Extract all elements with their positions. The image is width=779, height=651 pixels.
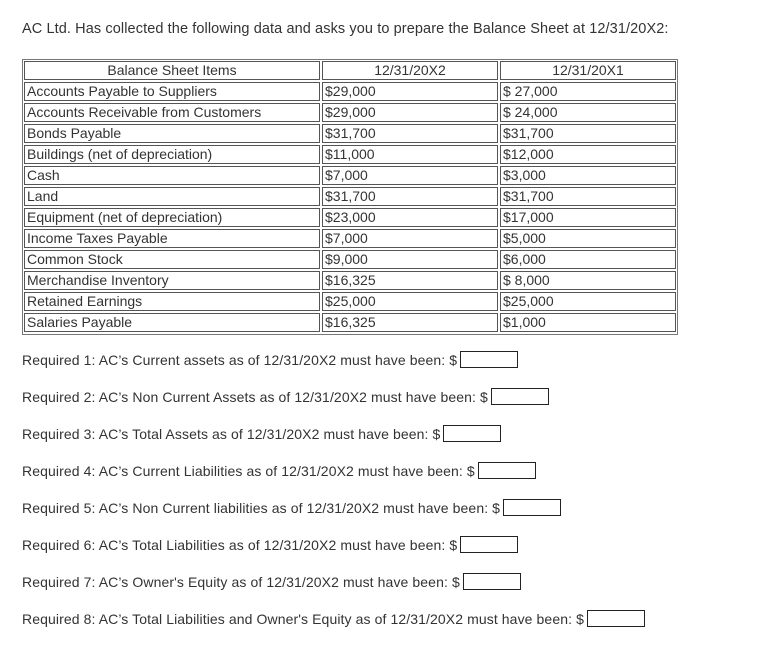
question-2-text: Required 2: AC’s Non Current Assets as of 12/31/20X2 must have been: $	[22, 388, 488, 405]
question-5-text: Required 5: AC’s Non Current liabilities as of 12/31/20X2 must have been: $	[22, 499, 501, 516]
value-20x2-cell: $16,325	[322, 271, 498, 290]
value-20x1-cell: $1,000	[500, 313, 676, 332]
item-cell: Accounts Receivable from Customers	[24, 103, 320, 122]
header-items: Balance Sheet Items	[24, 61, 320, 80]
table-row	[24, 187, 676, 206]
question-2	[22, 388, 549, 405]
value-20x1-cell: $6,000	[500, 250, 676, 269]
table-row	[24, 250, 676, 269]
item-cell: Buildings (net of depreciation)	[24, 145, 320, 164]
intro-text: AC Ltd. Has collected the following data and asks you to prepare the Balance Sheet at 12/31/20X2:	[22, 21, 669, 37]
table-row	[24, 82, 676, 101]
value-20x2-cell: $31,700	[322, 187, 498, 206]
value-20x1-cell: $17,000	[500, 208, 676, 227]
question-3	[22, 425, 501, 442]
question-8-text: Required 8: AC’s Total Liabilities and Owner's Equity as of 12/31/20X2 must have been: $	[22, 610, 584, 627]
answer-6-input[interactable]	[460, 536, 518, 553]
item-cell: Cash	[24, 166, 320, 185]
item-cell: Bonds Payable	[24, 124, 320, 143]
question-1	[22, 351, 518, 368]
item-cell: Merchandise Inventory	[24, 271, 320, 290]
table-row	[24, 271, 676, 290]
balance-sheet-table-frame	[22, 59, 678, 335]
item-cell: Equipment (net of depreciation)	[24, 208, 320, 227]
value-20x1-cell: $12,000	[500, 145, 676, 164]
value-20x2-cell: $25,000	[322, 292, 498, 311]
answer-1-input[interactable]	[460, 351, 518, 368]
table-row	[24, 145, 676, 164]
table-row	[24, 292, 676, 311]
value-20x1-cell: $ 8,000	[500, 271, 676, 290]
item-cell: Retained Earnings	[24, 292, 320, 311]
table-header-row	[24, 61, 676, 80]
question-1-text: Required 1: AC’s Current assets as of 12/31/20X2 must have been: $	[22, 351, 458, 368]
table-row	[24, 208, 676, 227]
question-4	[22, 462, 536, 479]
value-20x1-cell: $ 24,000	[500, 103, 676, 122]
table-row	[24, 103, 676, 122]
item-cell: Income Taxes Payable	[24, 229, 320, 248]
answer-3-input[interactable]	[443, 425, 501, 442]
value-20x2-cell: $11,000	[322, 145, 498, 164]
value-20x1-cell: $3,000	[500, 166, 676, 185]
value-20x2-cell: $16,325	[322, 313, 498, 332]
value-20x2-cell: $7,000	[322, 166, 498, 185]
question-8	[22, 610, 645, 627]
answer-5-input[interactable]	[503, 499, 561, 516]
value-20x2-cell: $7,000	[322, 229, 498, 248]
value-20x2-cell: $29,000	[322, 103, 498, 122]
value-20x1-cell: $31,700	[500, 124, 676, 143]
value-20x1-cell: $25,000	[500, 292, 676, 311]
answer-8-input[interactable]	[587, 610, 645, 627]
value-20x2-cell: $9,000	[322, 250, 498, 269]
value-20x2-cell: $29,000	[322, 82, 498, 101]
question-4-text: Required 4: AC’s Current Liabilities as of 12/31/20X2 must have been: $	[22, 462, 475, 479]
header-20x1: 12/31/20X1	[500, 61, 676, 80]
answer-7-input[interactable]	[463, 573, 521, 590]
balance-sheet-table	[22, 59, 678, 334]
answer-4-input[interactable]	[478, 462, 536, 479]
question-5	[22, 499, 561, 516]
answer-2-input[interactable]	[491, 388, 549, 405]
table-row	[24, 166, 676, 185]
header-20x2: 12/31/20X2	[322, 61, 498, 80]
value-20x1-cell: $5,000	[500, 229, 676, 248]
item-cell: Common Stock	[24, 250, 320, 269]
value-20x2-cell: $31,700	[322, 124, 498, 143]
question-3-text: Required 3: AC’s Total Assets as of 12/31/20X2 must have been: $	[22, 425, 441, 442]
value-20x1-cell: $31,700	[500, 187, 676, 206]
value-20x2-cell: $23,000	[322, 208, 498, 227]
question-7-text: Required 7: AC’s Owner's Equity as of 12/31/20X2 must have been: $	[22, 573, 460, 590]
item-cell: Salaries Payable	[24, 313, 320, 332]
question-6-text: Required 6: AC’s Total Liabilities as of 12/31/20X2 must have been: $	[22, 536, 458, 553]
item-cell: Land	[24, 187, 320, 206]
item-cell: Accounts Payable to Suppliers	[24, 82, 320, 101]
question-7	[22, 573, 521, 590]
table-row	[24, 313, 676, 332]
table-row	[24, 229, 676, 248]
value-20x1-cell: $ 27,000	[500, 82, 676, 101]
table-row	[24, 124, 676, 143]
question-6	[22, 536, 518, 553]
